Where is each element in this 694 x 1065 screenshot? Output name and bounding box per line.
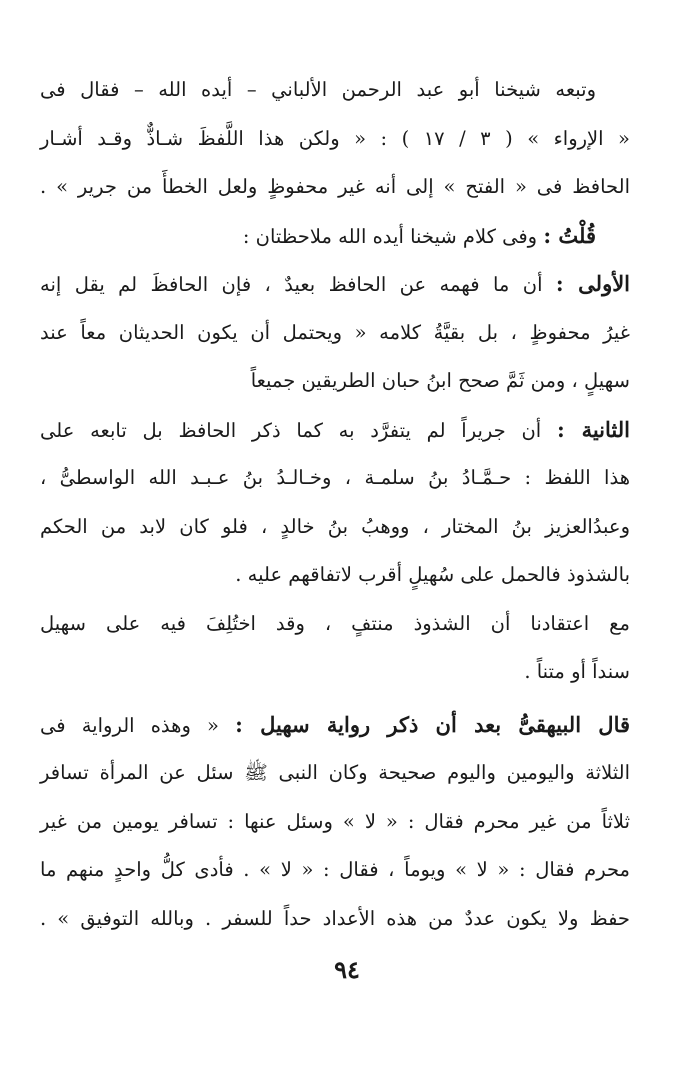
text-line: الثلاثة واليومين واليوم صحيحة وكان النبى ﷺ سئل عن المرأة تسافر	[40, 761, 630, 784]
heading-second: الثانية :	[556, 416, 630, 442]
text-line: محرم فقال : « لا » ويوماً ، فقال : « لا » . فأدى كلُّ واحدٍ منهم ما	[40, 858, 630, 881]
text-line	[40, 406, 630, 455]
text-fragment: أن جريراً لم يتفرَّد به كما ذكر الحافظ بل تابعه على	[40, 418, 542, 442]
heading-bayhaqi: قال البيهقىُّ بعد أن ذكر رواية سهيل :	[235, 711, 630, 737]
page-number: ٩٤	[334, 955, 360, 984]
text-line: هذا اللفظ : حـمَّـادُ بنُ سلمـة ، وخـالـدُ بنُ عـبـد الله الواسطىُّ ،	[40, 466, 630, 489]
text-fragment: وفى كلام شيخنا أيده الله ملاحظتان :	[242, 224, 538, 248]
text-line: حفظ ولا يكون عددٌ من هذه الأعداد حداً للسفر . وبالله التوفيق » .	[40, 906, 630, 930]
page-body	[40, 66, 630, 943]
text-line: سهيلٍ ، ومن ثَمَّ صحح ابنُ حبان الطريقين جميعاً	[250, 369, 630, 392]
text-fragment: « وهذه الرواية فى	[40, 713, 219, 737]
text-fragment: أن ما فهمه عن الحافظ بعيدٌ ، فإن الحافظَ لم يقل إنه	[40, 273, 543, 296]
text-line	[40, 701, 630, 750]
text-line: مع اعتقادنا أن الشذوذ منتفٍ ، وقد اختُلِفَ فيه على سهيل	[40, 611, 630, 635]
text-line: بالشذوذ فالحمل على سُهيلٍ أقرب لاتفاقهم عليه .	[235, 563, 630, 586]
text-line: وتبعه شيخنا أبو عبد الرحمن الألباني – أيده الله – فقال فى	[40, 78, 596, 101]
text-line	[40, 260, 630, 309]
text-line: « الإرواء » ( ٣ / ١٧ ) : « ولكن هذا اللَّفظَ شـاذٌّ وقـد أشـار	[40, 126, 630, 150]
heading-first: الأولى :	[555, 271, 631, 296]
text-line: وعبدُالعزيز بنُ المختار ، ووهبُ بنُ خالدٍ ، فلو كان لابد من الحكم	[40, 514, 630, 538]
text-line: ثلاثاً من غير محرم فقال : « لا » وسئل عنها : تسافر يومين من غير	[40, 809, 630, 833]
text-line: غيرُ محفوظٍ ، بل بقيَّةُ كلامه « ويحتمل أن يكون الحديثان معاً عند	[40, 320, 630, 344]
text-line: سنداً أو متناً .	[524, 660, 630, 683]
heading-qultu: قُلْتُ :	[543, 222, 596, 248]
text-line	[40, 212, 630, 261]
text-line: الحافظ فى « الفتح » إلى أنه غير محفوظٍ ولعل الخطأَ من جرير » .	[40, 175, 630, 198]
